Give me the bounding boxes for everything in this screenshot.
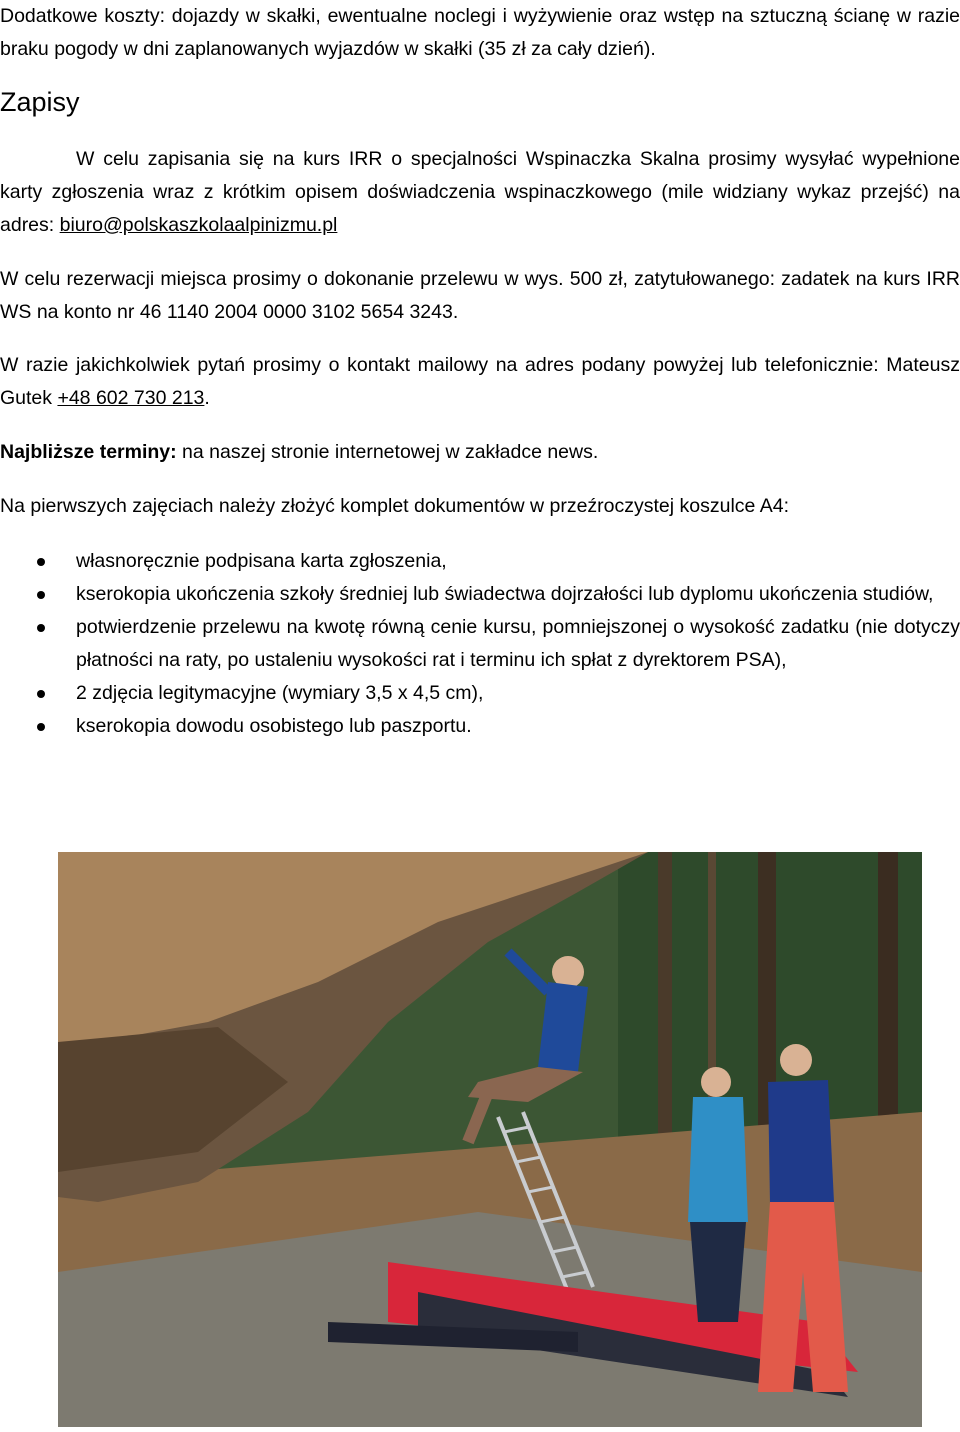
bouldering-photo-icon	[58, 852, 922, 1427]
contact-paragraph	[0, 349, 960, 415]
costs-paragraph: Dodatkowe koszty: dojazdy w skałki, ewentualne noclegi i wyżywienie oraz wstęp na sztuczną ścianę w razie braku pogody w dni zaplanowanych wyjazdów w skałki (35 zł za cały dzień).	[0, 5, 960, 60]
reservation-paragraph: W celu rezerwacji miejsca prosimy o dokonanie przelewu w wys. 500 zł, zatytułowanego: zadatek na kurs IRR WS na konto nr 46 1140 2004 0000 3102 5654 3243.	[0, 268, 960, 323]
email-link[interactable]: biuro@polskaszkolaalpinizmu.pl	[59, 214, 338, 236]
list-item: potwierdzenie przelewu na kwotę równą cenie kursu, pomniejszonej o wysokość zadatku (nie dotyczy płatności na raty, po ustaleniu wysokości rat i terminu ich spłat z dyrektorem PSA),	[0, 611, 960, 677]
list-item: 2 zdjęcia legitymacyjne (wymiary 3,5 x 4,5 cm),	[0, 677, 960, 710]
section-heading-zapisy: Zapisy	[0, 87, 80, 117]
phone-link[interactable]: +48 602 730 213	[57, 387, 205, 409]
list-item: kserokopia ukończenia szkoły średniej lub świadectwa dojrzałości lub dyplomu ukończenia studiów,	[0, 578, 960, 611]
signup-text: W celu zapisania się na kurs IRR o specjalności Wspinaczka Skalna prosimy wysyłać wypełnione karty zgłoszenia wraz z krótkim opisem doświadczenia wspinaczkowego (mile widziany wykaz przejść) na adres:	[0, 148, 960, 236]
contact-end: .	[204, 387, 210, 409]
documents-list	[0, 545, 960, 743]
list-item: kserokopia dowodu osobistego lub paszportu.	[0, 710, 960, 743]
list-item: własnoręcznie podpisana karta zgłoszenia,	[0, 545, 960, 578]
dates-label: Najbliższe terminy:	[0, 441, 177, 463]
contact-text: W razie jakichkolwiek pytań prosimy o kontakt mailowy na adres podany powyżej lub telefonicznie: Mateusz Gutek	[0, 354, 960, 409]
bouldering-photo	[58, 852, 922, 1427]
documents-intro: Na pierwszych zajęciach należy złożyć komplet dokumentów w przeźroczystej koszulce A4:	[0, 495, 789, 517]
dates-text: na naszej stronie internetowej w zakładce news.	[176, 441, 599, 463]
signup-paragraph	[0, 143, 960, 242]
dates-paragraph	[0, 436, 960, 469]
